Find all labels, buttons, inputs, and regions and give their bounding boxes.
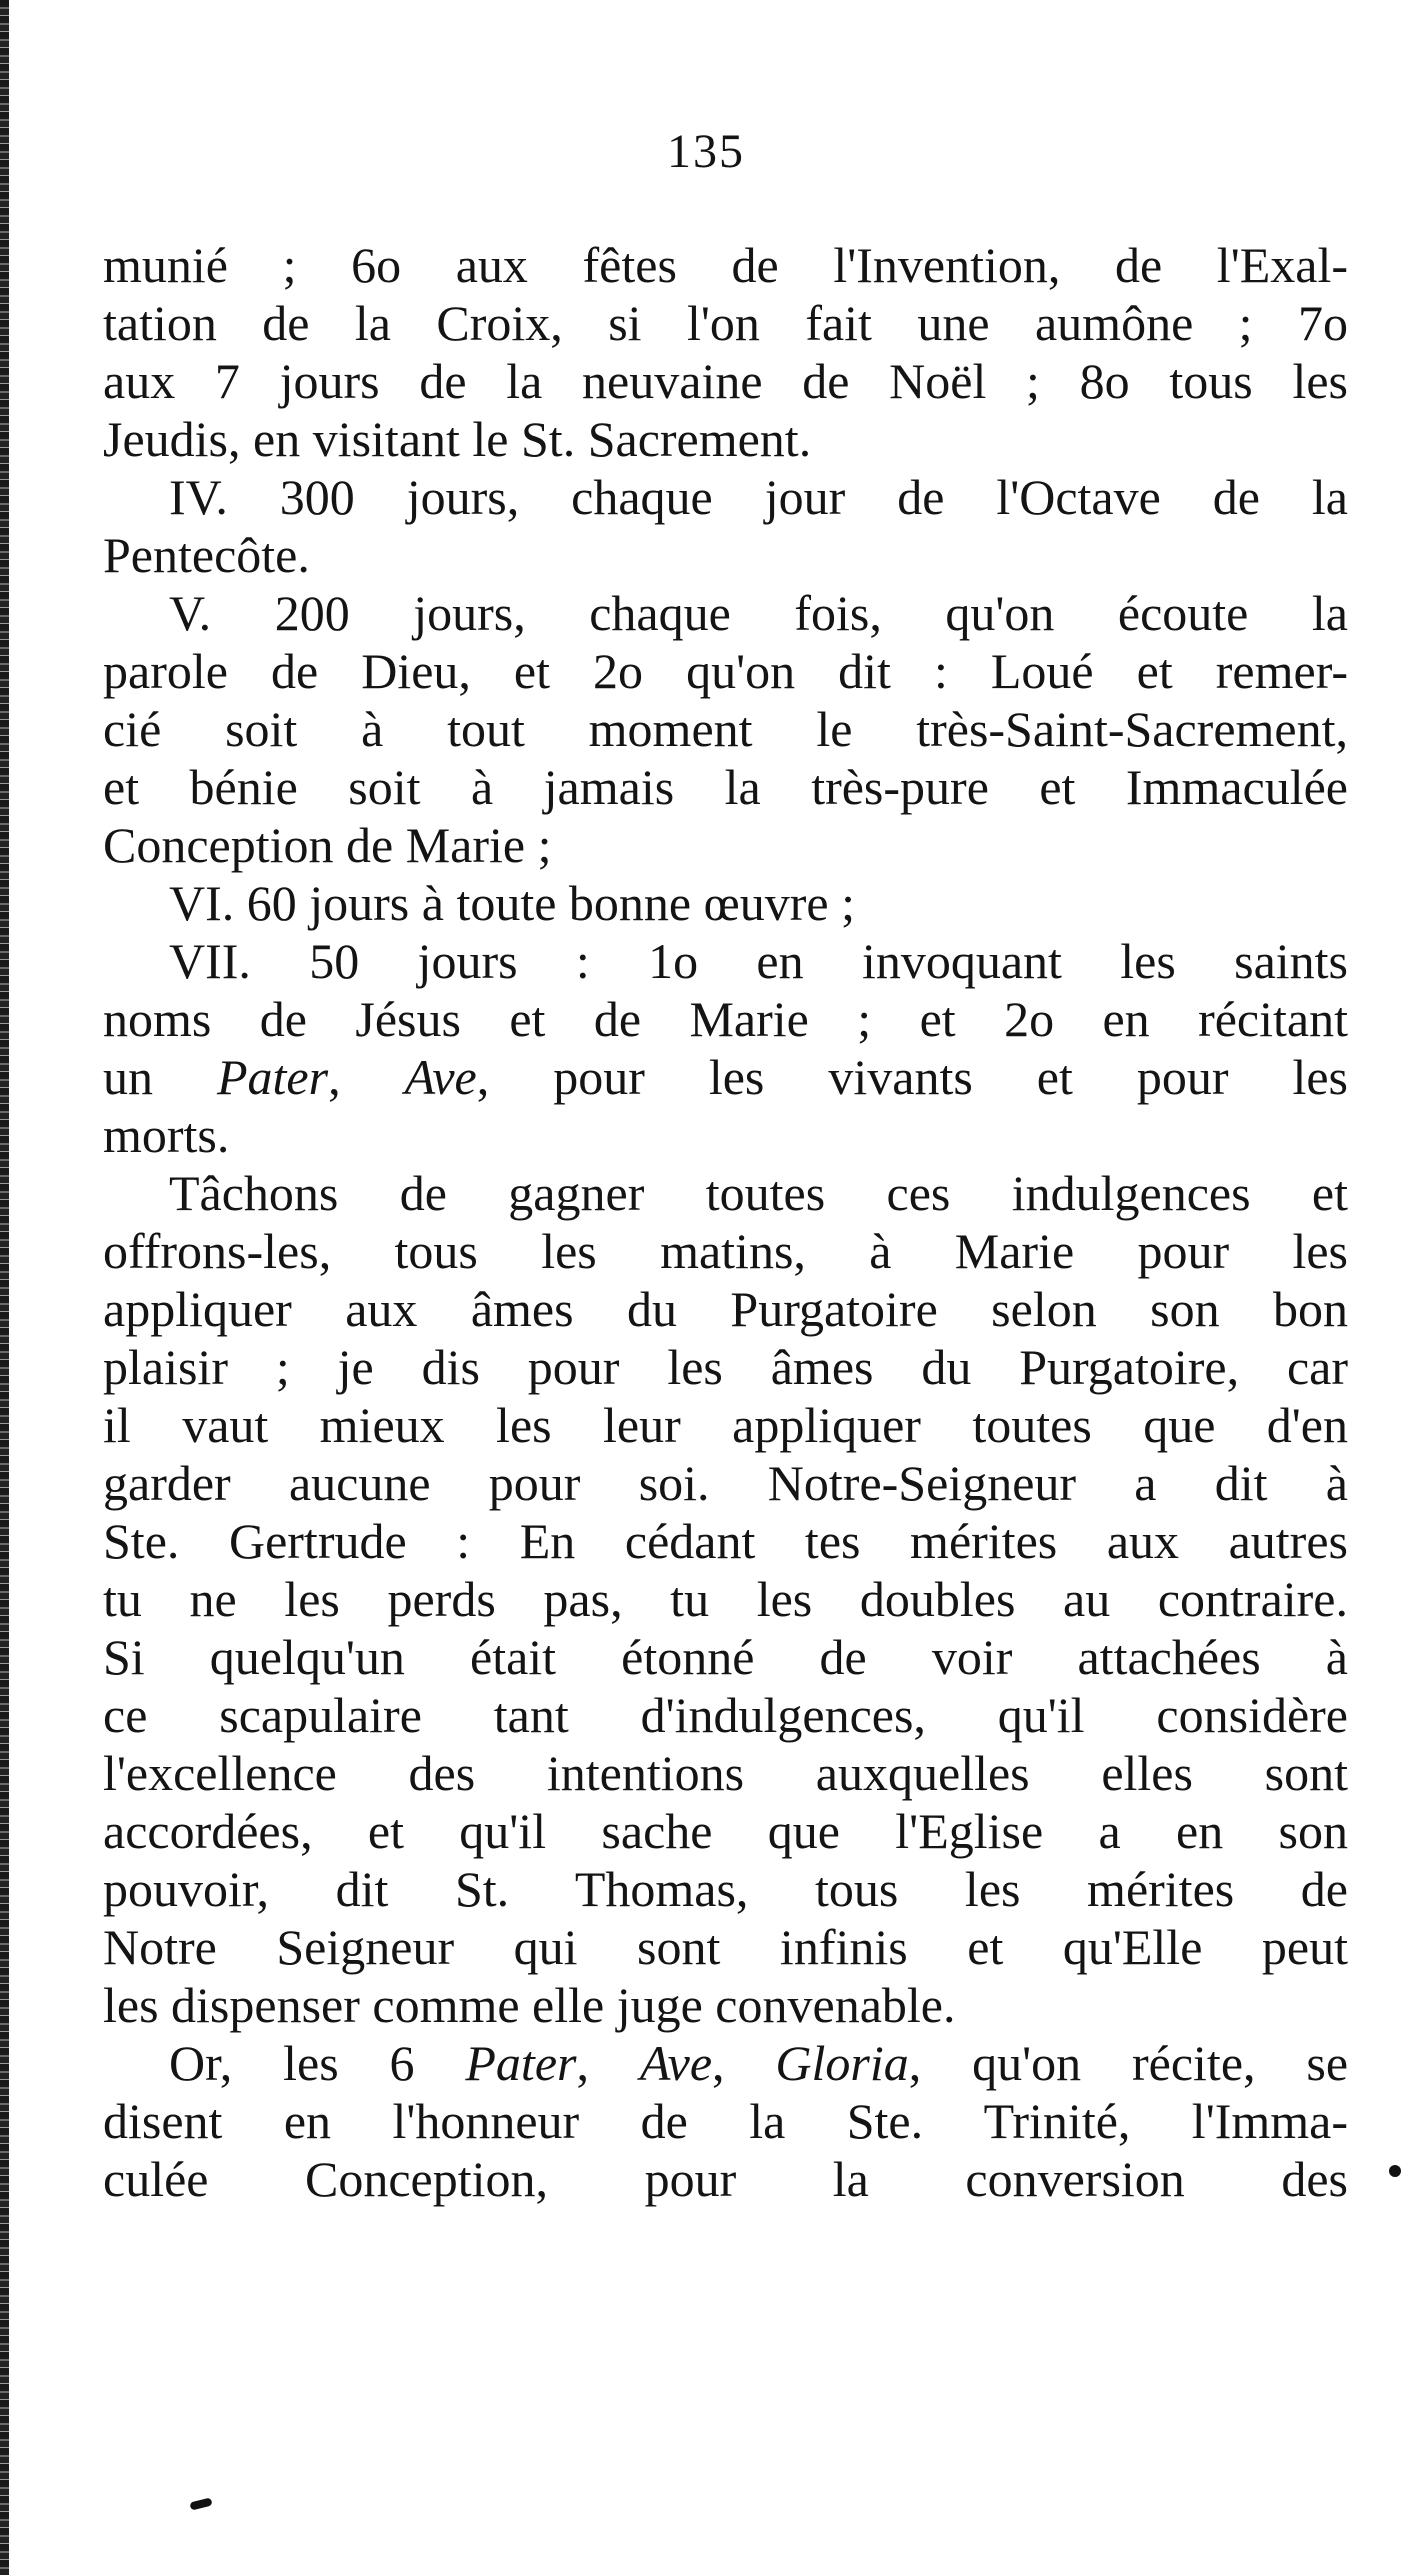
text-segment: , qu'on récite, se — [908, 2035, 1348, 2091]
text-line: ce scapulaire tant d'indulgences, qu'il considère — [103, 1687, 1348, 1743]
text-line: Si quelqu'un était étonné de voir attachées à — [103, 1629, 1348, 1685]
text-line: tu ne les perds pas, tu les doubles au contraire. — [103, 1571, 1348, 1627]
italic-word: Gloria — [775, 2035, 909, 2091]
page-number: 135 — [667, 125, 745, 178]
text-line: et bénie soit à jamais la très-pure et Immaculée — [103, 759, 1348, 815]
text-line: l'excellence des intentions auxquelles elles sont — [103, 1745, 1348, 1801]
text-segment: , — [576, 2035, 640, 2091]
text-line: accordées, et qu'il sache que l'Eglise a en son — [103, 1803, 1348, 1859]
text-line: aux 7 jours de la neuvaine de Noël ; 8o tous les — [103, 353, 1348, 409]
text-line: parole de Dieu, et 2o qu'on dit : Loué et remer- — [103, 643, 1348, 699]
text-line: garder aucune pour soi. Notre-Seigneur a dit à — [103, 1455, 1348, 1511]
text-line: offrons-les, tous les matins, à Marie pour les — [103, 1223, 1348, 1279]
page-binding-edge — [0, 0, 9, 2575]
text-line: Conception de Marie ; — [103, 817, 552, 873]
text-line: VII. 50 jours : 1o en invoquant les saints — [169, 933, 1348, 989]
text-line: noms de Jésus et de Marie ; et 2o en récitant — [103, 991, 1348, 1047]
italic-word: Ave — [639, 2035, 713, 2091]
text-segment: , pour les vivants et pour les — [476, 1049, 1348, 1105]
text-line: Ste. Gertrude : En cédant tes mérites aux autres — [103, 1513, 1348, 1569]
stray-ink-mark — [189, 2497, 212, 2510]
text-line: Jeudis, en visitant le St. Sacrement. — [103, 411, 812, 467]
text-line — [103, 2034, 1348, 2092]
text-line: VI. 60 jours à toute bonne œuvre ; — [169, 875, 855, 931]
text-line: Pentecôte. — [103, 527, 310, 583]
text-line: pouvoir, dit St. Thomas, tous les mérites de — [103, 1861, 1348, 1917]
margin-ink-dot — [1389, 2165, 1401, 2177]
italic-word: Pater — [465, 2035, 577, 2091]
text-segment: un — [103, 1049, 217, 1105]
body-text — [103, 236, 1348, 2208]
text-line: il vaut mieux les leur appliquer toutes que d'en — [103, 1397, 1348, 1453]
text-line: cié soit à tout moment le très-Saint-Sacrement, — [103, 701, 1348, 757]
text-line: culée Conception, pour la conversion des — [103, 2151, 1348, 2207]
text-line: munié ; 6o aux fêtes de l'Invention, de l'Exal- — [103, 237, 1348, 293]
text-line: Tâchons de gagner toutes ces indulgences et — [169, 1165, 1348, 1221]
text-line: morts. — [103, 1107, 230, 1163]
text-line: les dispenser comme elle juge convenable. — [103, 1977, 956, 2033]
text-line: plaisir ; je dis pour les âmes du Purgatoire, car — [103, 1339, 1348, 1395]
text-segment: Or, les 6 — [169, 2035, 466, 2091]
text-line: appliquer aux âmes du Purgatoire selon son bon — [103, 1281, 1348, 1337]
text-line: V. 200 jours, chaque fois, qu'on écoute la — [169, 585, 1348, 641]
text-line: Notre Seigneur qui sont infinis et qu'Elle peut — [103, 1919, 1348, 1975]
text-segment: , — [328, 1049, 405, 1105]
text-segment: , — [712, 2035, 776, 2091]
text-line: disent en l'honneur de la Ste. Trinité, l'Imma- — [103, 2093, 1348, 2149]
text-line — [103, 1048, 1348, 1106]
italic-word: Pater — [216, 1049, 329, 1105]
text-line: tation de la Croix, si l'on fait une aumône ; 7o — [103, 295, 1348, 351]
text-line: IV. 300 jours, chaque jour de l'Octave de la — [169, 469, 1348, 525]
italic-word: Ave — [404, 1049, 477, 1105]
